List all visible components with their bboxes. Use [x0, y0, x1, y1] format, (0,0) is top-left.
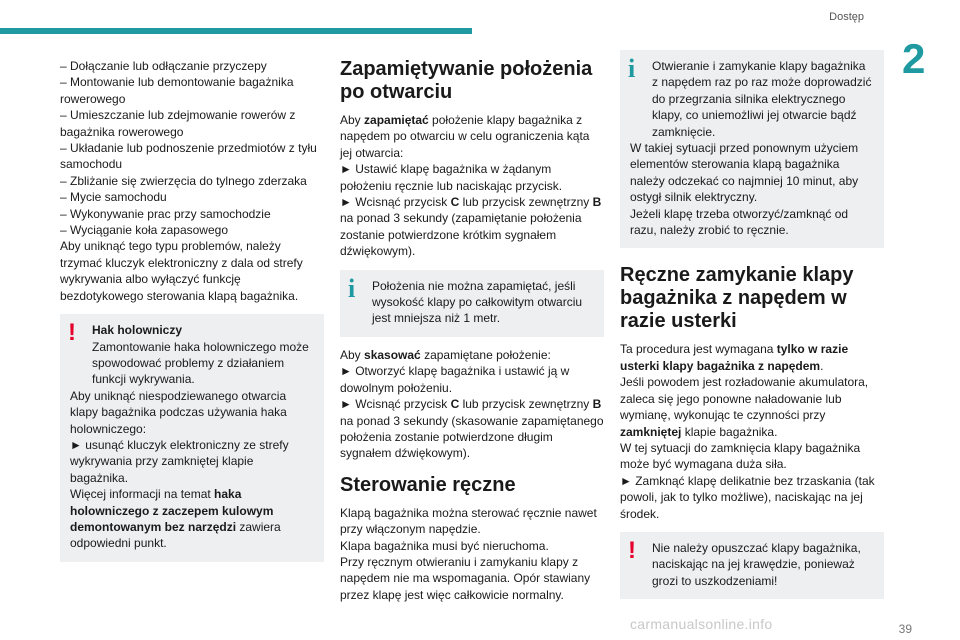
warning-icon: !: [68, 319, 76, 347]
failure-paragraph: Ta procedura jest wymagana tylko w razie usterki klapy bagażnika z napędem.: [620, 342, 849, 373]
tow-hook-warning-box: [60, 314, 324, 562]
warning-text: Zamontowanie haka holowniczego może spowodować problemy z działaniem funkcji wykrywania.: [92, 339, 309, 387]
edge-warning-box: [620, 532, 884, 599]
memory-info-box: [340, 270, 604, 337]
column-2: [340, 58, 604, 603]
manual-paragraph: Klapą bagażnika można sterować ręcznie nawet przy włączonym napędzie.: [340, 505, 597, 537]
list-item: – Mycie samochodu: [60, 190, 167, 205]
delete-intro: Aby skasować zapamiętane położenie:: [340, 347, 551, 362]
page-number: 39: [898, 622, 912, 636]
list-item: – Dołączanie lub odłączanie przyczepy: [60, 59, 267, 73]
overheat-info-box: [620, 50, 884, 248]
memory-intro: Aby zapamiętać położenie klapy bagażnika z napędem po otwarciu w celu ograniczenia kąta jej otwarcia:: [340, 113, 590, 160]
warning-text: Nie należy opuszczać klapy bagażnika, naciskając na jej krawędzie, ponieważ grozi to uszkodzeniami!: [652, 540, 861, 588]
column-3: [620, 50, 884, 609]
memory-step: ► Ustawić klapę bagażnika w żądanym położeniu ręcznie lub naciskając przycisk.: [340, 162, 563, 193]
section-heading-manual: Sterowanie ręczne: [340, 473, 516, 496]
info-text: Otwieranie i zamykanie klapy bagażnika z napędem raz po raz może doprowadzić do przegrzania silnika elektrycznego klapy, co uniemożliwi jej otwarcie bądź zamknięcie.: [652, 59, 872, 139]
header-accent-bar: [0, 28, 472, 34]
list-item: – Wykonywanie prac przy samochodzie: [60, 206, 271, 221]
failure-paragraph: Jeśli powodem jest rozładowanie akumulatora, zaleca się jego ponowne naładowanie lub wymianę, wykonując te czynności przy zamkniętej klapie bagażnika.: [620, 375, 869, 439]
failure-paragraph: W tej sytuacji do zamknięcia klapy bagażnika może być wymagana duża siła.: [620, 440, 861, 472]
watermark: carmanualsonline.info: [630, 616, 773, 632]
info-icon: i: [348, 273, 356, 303]
section-heading-memory: Zapamiętywanie położenia po otwarciu: [340, 58, 593, 103]
manual-paragraph: Klapa bagażnika musi być nieruchoma.: [340, 538, 549, 553]
failure-step: ► Zamknąć klapę delikatnie bez trzaskania (tak powoli, jak to tylko możliwe), naciskając na jej środek.: [620, 473, 875, 521]
info-text: Położenia nie można zapamiętać, jeśli wysokość klapy po całkowitym otwarciu jest mniejsza niż 1 metr.: [372, 278, 583, 326]
list-item: – Montowanie lub demontowanie bagażnika rowerowego: [60, 75, 294, 106]
manual-paragraph: Przy ręcznym otwieraniu i zamykaniu klapy z napędem nie ma wspomagania. Opór stawiany przez klapę jest więc całkowicie normalny.: [340, 554, 591, 602]
delete-step: ► Wcisnąć przycisk C lub przycisk zewnętrzny B na ponad 3 sekundy (skasowanie zapamiętanego położenia zostanie potwierdzone długim sygnałem dźwiękowym).: [340, 397, 604, 461]
info-icon: i: [628, 54, 636, 83]
delete-step: ► Otworzyć klapę bagażnika i ustawić ją w dowolnym położeniu.: [340, 364, 570, 395]
warning-step: ► usunąć kluczyk elektroniczny ze strefy wykrywania przy zamkniętej klapie bagażnika.: [70, 437, 289, 485]
info-text: Jeżeli klapę trzeba otworzyć/zamknąć od razu, należy zrobić to ręcznie.: [630, 206, 849, 238]
memory-step: ► Wcisnąć przycisk C lub przycisk zewnętrzny B na ponad 3 sekundy (zapamiętanie położenia zostanie potwierdzone krótkim sygnałem dźwiękowym).: [340, 195, 602, 259]
info-text: W takiej sytuacji przed ponownym użyciem elementów sterowania klapą bagażnika należy odczekać co najmniej 10 minut, aby ostygł silnik elektryczny.: [630, 141, 859, 205]
avoid-paragraph: Aby uniknąć tego typu problemów, należy trzymać kluczyk elektroniczny z dala od strefy wykrywania albo wyłączyć funkcję bezdotykowego sterowania klapą bagażnika.: [60, 239, 303, 303]
warning-more-info: Więcej informacji na temat haka holowniczego z zaczepem kulowym demontowanym bez narzędzi zawiera odpowiedni punkt.: [70, 487, 281, 551]
list-item: – Umieszczanie lub zdejmowanie rowerów z bagażnika rowerowego: [60, 108, 296, 139]
header-section-title: Dostęp: [829, 11, 864, 23]
warning-text: Aby uniknąć niespodziewanego otwarcia klapy bagażnika podczas używania haka holowniczego:: [70, 388, 287, 436]
list-item: – Zbliżanie się zwierzęcia do tylnego zderzaka: [60, 173, 307, 188]
warning-title: Hak holowniczy: [92, 323, 183, 338]
warning-icon: !: [628, 536, 636, 564]
column-1: [60, 58, 324, 572]
list-item: – Wyciąganie koła zapasowego: [60, 223, 228, 238]
chapter-number: 2: [902, 35, 926, 82]
section-heading-failure: Ręczne zamykanie klapy bagażnika z napędem w razie usterki: [620, 264, 854, 333]
list-item: – Układanie lub podnoszenie przedmiotów z tyłu samochodu: [60, 141, 317, 172]
